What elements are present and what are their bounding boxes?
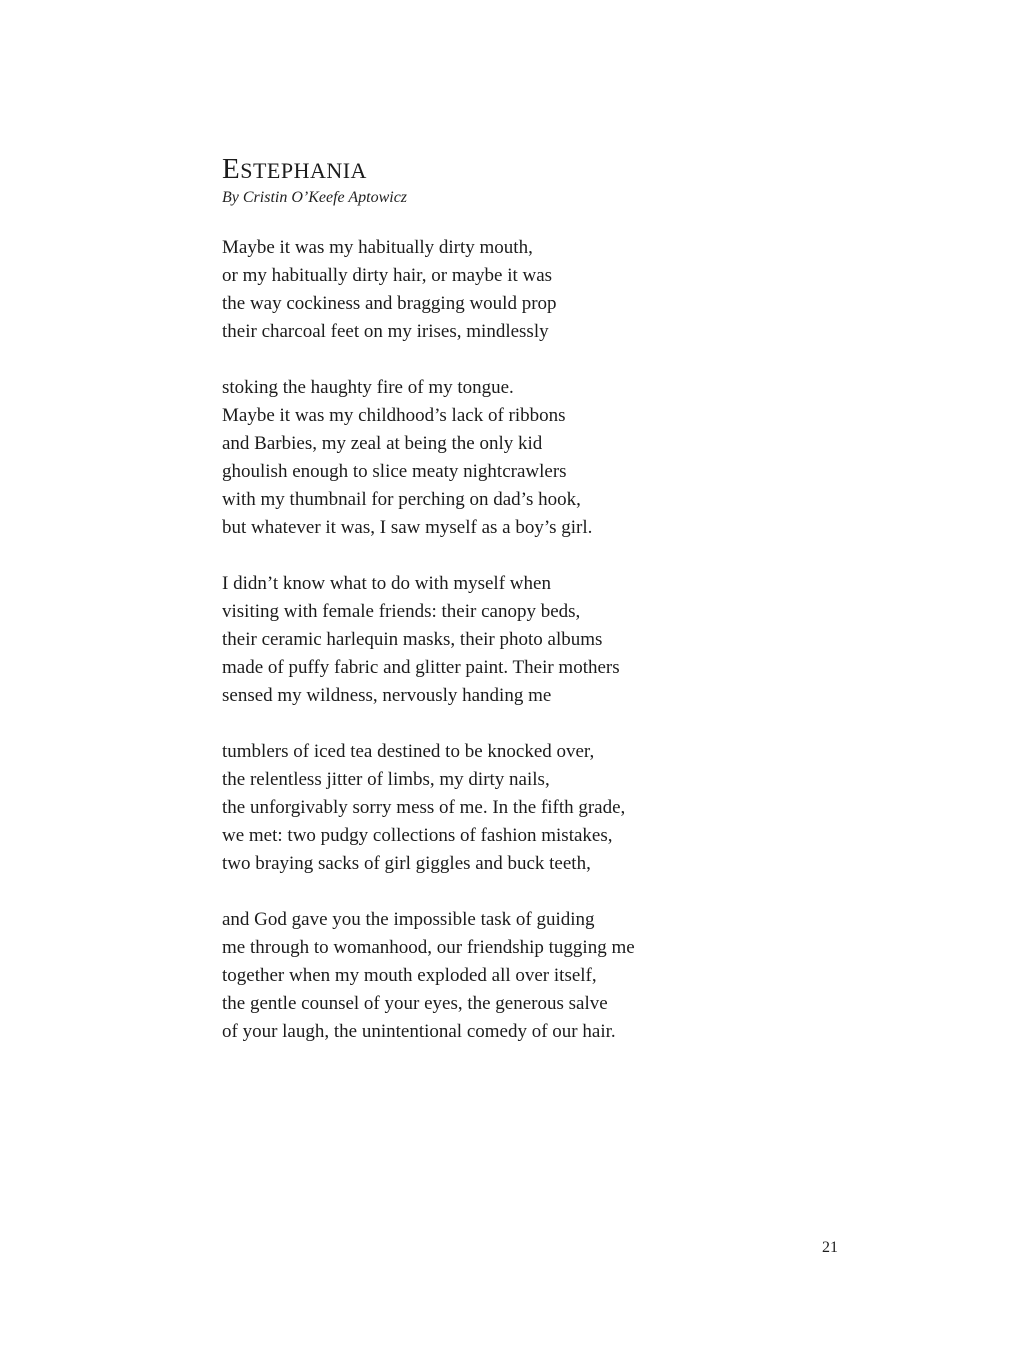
poem-line: and God gave you the impossible task of guiding xyxy=(222,909,595,930)
poem-byline: By Cristin O’Keefe Aptowicz xyxy=(222,189,408,206)
poem-line: I didn’t know what to do with myself when xyxy=(222,573,551,594)
stanza-4 xyxy=(222,738,782,878)
poem-line: with my thumbnail for perching on dad’s hook, xyxy=(222,489,581,510)
poem-line: we met: two pudgy collections of fashion mistakes, xyxy=(222,825,613,846)
stanza-2 xyxy=(222,374,782,542)
poem-title xyxy=(222,150,782,188)
poem-line: me through to womanhood, our friendship tugging me xyxy=(222,937,635,958)
poem-line: two braying sacks of girl giggles and buck teeth, xyxy=(222,853,591,874)
poem-line: the way cockiness and bragging would prop xyxy=(222,293,557,314)
stanza-3 xyxy=(222,570,782,710)
poem-content xyxy=(222,150,782,1074)
poem-line: ghoulish enough to slice meaty nightcrawlers xyxy=(222,461,567,482)
poem-line: their charcoal feet on my irises, mindlessly xyxy=(222,321,549,342)
poem-line: the relentless jitter of limbs, my dirty nails, xyxy=(222,769,550,790)
poem-line: tumblers of iced tea destined to be knocked over, xyxy=(222,741,595,762)
poem-line: the gentle counsel of your eyes, the generous salve xyxy=(222,993,608,1014)
poem-line: together when my mouth exploded all over itself, xyxy=(222,965,597,986)
poem-line: the unforgivably sorry mess of me. In the fifth grade, xyxy=(222,797,626,818)
poem-line: but whatever it was, I saw myself as a boy’s girl. xyxy=(222,517,593,538)
poem-line: visiting with female friends: their canopy beds, xyxy=(222,601,581,622)
stanza-5 xyxy=(222,906,782,1046)
poem-line: made of puffy fabric and glitter paint. Their mothers xyxy=(222,657,620,678)
poem-line: or my habitually dirty hair, or maybe it was xyxy=(222,265,553,286)
poem-line: Maybe it was my habitually dirty mouth, xyxy=(222,237,533,258)
poem-line: and Barbies, my zeal at being the only kid xyxy=(222,433,543,454)
page-number: 21 xyxy=(822,1239,838,1256)
title-initial-cap: E xyxy=(222,153,241,185)
title-rest: STEPHANIA xyxy=(240,158,367,183)
poem-line: their ceramic harlequin masks, their photo albums xyxy=(222,629,603,650)
poem-line: stoking the haughty fire of my tongue. xyxy=(222,377,514,398)
poem-body xyxy=(222,234,782,1046)
poem-line: Maybe it was my childhood’s lack of ribbons xyxy=(222,405,566,426)
stanza-1 xyxy=(222,234,782,346)
poem-line: of your laugh, the unintentional comedy of our hair. xyxy=(222,1021,616,1042)
poem-line: sensed my wildness, nervously handing me xyxy=(222,685,552,706)
